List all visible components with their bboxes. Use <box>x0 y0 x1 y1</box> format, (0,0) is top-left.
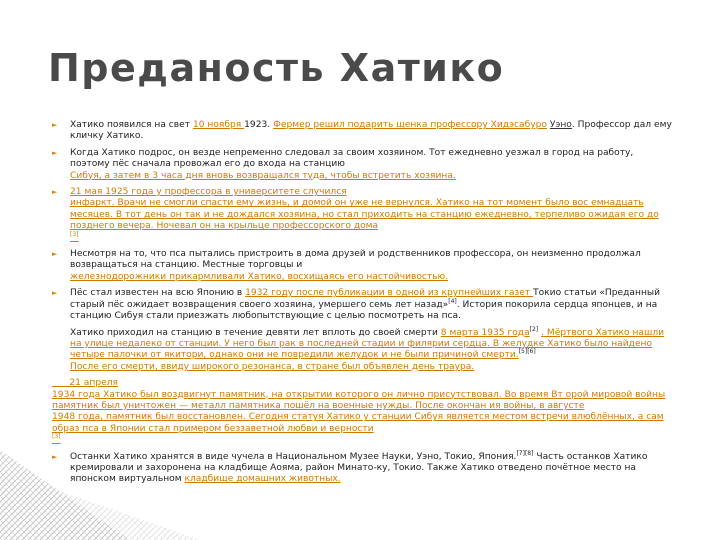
list-item: ► Пёс стал известен на всю Японию в 1932 году после публикации в одной из крупнейших газет Токио статьи «Преданный старый пёс ожидает возвращения своего хозяина, умершего семь лет назад»[4]. История покорила сердца японцев, и на станцию Сибуя стали приезжать любопытствующие с целью посмотреть на пса. <box>52 288 660 322</box>
link-farmer[interactable]: Фермер решил подарить щенка профессору Хидэсабуро <box>273 120 547 130</box>
link-ueno[interactable]: Уэно <box>549 120 572 130</box>
slide-title: Преданость Хатико <box>48 46 505 90</box>
ref-mark: [4] <box>448 297 457 305</box>
link-may-1925[interactable]: 21 мая 1925 года у профессора в университете случился <box>70 187 347 198</box>
paragraph <box>52 378 672 446</box>
ref-mark: [7][8] <box>516 449 534 457</box>
bullet-icon: ► <box>52 250 58 259</box>
ref-mark: [2] <box>529 325 539 333</box>
list-item: ► Останки Хатико хранятся в виде чучела в Национальном Музее Науки, Уэно, Токио, Япония.[7][8] Часть останков Хатико кремировали и захоронена на кладбище Аояма, район Минато-ку, Токио. Также Хатико отведено почётное место на японском виртуальном кладбище домашних животных. <box>52 449 648 485</box>
link-date[interactable]: 10 ноября <box>192 120 245 130</box>
list-item: ► Когда Хатико подрос, он везде непременно следовал за своим хозяином. Тот ежедневно уезжал в город на работу, поэтому пёс сначала провожал его до входа на станцию Сибуя, а затем в 3 часа дня вновь возвращался туда, чтобы встретить хозяина. <box>52 148 672 182</box>
link-death-date[interactable]: 8 марта 1935 года <box>440 327 530 338</box>
link-monument-1934[interactable]: 1934 года Хатико был воздвигнут памятник, на открытии которого он лично присутствовал. Во время Вт орой мировой войны памятник был уничтожен — металл памятника пошёл на военные нужды. После окончан ия войны, в августе <box>52 389 666 411</box>
bullet-icon: ► <box>52 289 58 298</box>
link-shibuya[interactable]: Сибуя, а затем в 3 часа дня вновь возвращался туда, чтобы встретить хозяина. <box>70 170 456 181</box>
link-april-21[interactable]: 21 апреля <box>52 378 118 389</box>
list-item: ► Хатико появился на свет 10 ноября 1923. Фермер решил подарить щенка профессору Хидэсабуро Уэно. Профессор дал ему кличку Хатико. <box>52 120 672 142</box>
list-item: ► Несмотря на то, что пса пытались пристроить в дома друзей и родственников профессора, он неизменно продолжал возвращаться на станцию. Местные торговцы и железнодорожники прикармливали Хатико, восхищаясь его настойчивостью. <box>52 249 672 283</box>
paragraph: Хатико приходил на станцию в течение девяти лет вплоть до своей смерти 8 марта 1935 года[2] . Мёртвого Хатико нашли на улице недалеко от станции. У него был рак в последней стадии и филярии сердца. В желудке Хатико было найдено четыре палочки от якитори, однако они не повредили желудок и не были причиной смерти.[5][6] После его смерти, ввиду широкого резонанса, в стране был объявлен день траура. <box>52 328 672 374</box>
link-railwaymen[interactable]: железнодорожники прикармливали Хатико, восхищаясь его настойчивостью. <box>70 271 449 282</box>
ref-link[interactable]: [3] <box>52 433 61 441</box>
link-pet-cemetery[interactable]: кладбище домашних животных. <box>184 474 341 485</box>
list-item <box>52 187 672 244</box>
link-death-details[interactable]: . Мёртвого Хатико нашли на улице недалеко от станции. У него был рак в последней стадии и филярии сердца. В желудке Хатико было найдено четыре палочки от якитори, однако они не повредили желудок и не были причиной смерти. <box>70 327 665 361</box>
link-infarct[interactable]: инфаркт. Врачи не смогли спасти ему жизнь, и домой он уже не вернулся. Хатико на тот момент было вос емнадцать месяцев. В тот день он так и не дождался хозяина, но стал приходить на станцию ежедневно, терпеливо ожидая его до позднего вечера. Ночевал он на крыльце профессорского дома <box>70 198 659 232</box>
ref-mark: [5][6] <box>518 348 536 356</box>
bullet-icon: ► <box>52 148 58 157</box>
slide-body <box>52 120 672 491</box>
link-1932[interactable]: 1932 году после публикации в одной из крупнейших газет <box>245 288 534 299</box>
bullet-icon: ► <box>52 452 58 461</box>
ref-link[interactable]: [3] <box>70 230 79 238</box>
link-mourning[interactable]: После его смерти, ввиду широкого резонанса, в стране был объявлен день траура. <box>70 361 475 372</box>
bullet-icon: ► <box>52 188 58 197</box>
bullet-icon: ► <box>52 121 58 129</box>
link-monument-1948[interactable]: 1948 года, памятник был восстановлен. Сегодня статуя Хатико у станции Сибуя является местом встречи влюблённых, а сам образ пса в Японии стал примером беззаветной любви и верности <box>52 412 664 434</box>
